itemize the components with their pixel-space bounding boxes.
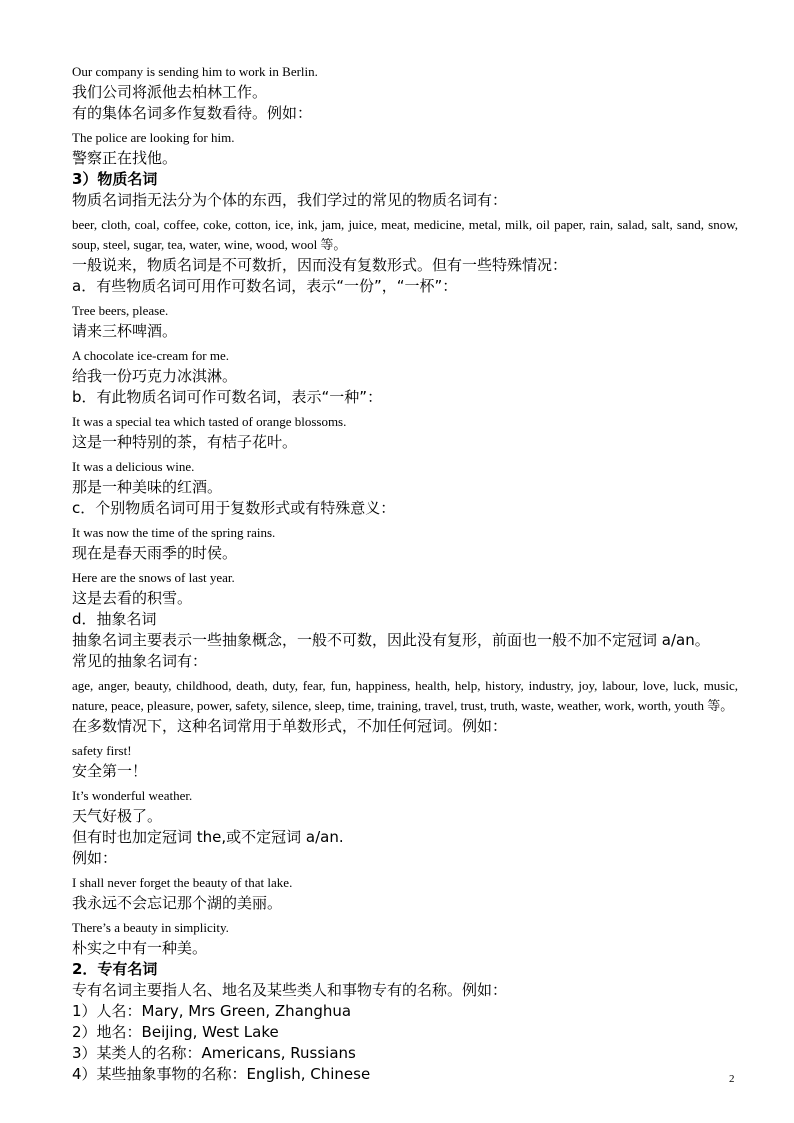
example-sentence: It was a delicious wine.: [72, 459, 195, 474]
example-sentence: The police are looking for him.: [72, 130, 235, 145]
subsection-item: b．有此物质名词可作可数名词，表示“一种”：: [72, 388, 383, 406]
example-sentence: I shall never forget the beauty of that lake.: [72, 875, 293, 890]
example-sentence: It was a special tea which tasted of orange blossoms.: [72, 414, 347, 429]
paragraph: 抽象名词主要表示一些抽象概念，一般不可数，因此没有复形，前面也一般不加不定冠词 a/an。: [72, 631, 710, 649]
document-body: [72, 62, 738, 1085]
section-heading: 3）物质名词: [72, 170, 158, 188]
example-sentence: Tree beers, please.: [72, 303, 169, 318]
example-sentence: safety first!: [72, 743, 132, 758]
example-sentence: There’s a beauty in simplicity.: [72, 920, 229, 935]
example-sentence: A chocolate ice-cream for me.: [72, 348, 229, 363]
word-list: beer, cloth, coal, coffee, coke, cotton, ice, ink, jam, juice, meat, medicine, metal, milk, oil paper, rain, salad, salt, sand, snow, soup, steel, sugar, tea, water, wine, wood, wool 等。: [72, 217, 738, 252]
translation: 天气好极了。: [72, 807, 163, 825]
list-item: 3）某类人的名称：Americans, Russians: [72, 1044, 356, 1062]
subsection-item: a．有些物质名词可用作可数名词，表示“一份”，“一杯”：: [72, 277, 458, 295]
word-list: age, anger, beauty, childhood, death, duty, fear, fun, happiness, health, help, history, industry, joy, labour, love, luck, music, nature, peace, pleasure, power, safety, silence, sleep, time, training, travel, trust, truth, waste, weather, work, worth, youth 等。: [72, 678, 738, 713]
list-item: 4）某些抽象事物的名称：English, Chinese: [72, 1065, 371, 1083]
subsection-item: d．抽象名词: [72, 610, 157, 628]
example-sentence: It was now the time of the spring rains.: [72, 525, 276, 540]
translation: 那是一种美味的红酒。: [72, 478, 223, 496]
paragraph: 但有时也加定冠词 the,或不定冠词 a/an.: [72, 828, 344, 846]
translation: 我们公司将派他去柏林工作。: [72, 83, 268, 101]
section-heading: 2．专有名词: [72, 960, 158, 978]
paragraph: 有的集体名词多作复数看待。例如：: [72, 104, 313, 122]
page-number: 2: [729, 1073, 735, 1085]
paragraph: 物质名词指无法分为个体的东西，我们学过的常见的物质名词有：: [72, 191, 508, 209]
example-sentence: Our company is sending him to work in Berlin.: [72, 64, 318, 79]
translation: 这是去看的积雪。: [72, 589, 193, 607]
paragraph: 一般说来，物质名词是不可数折，因而没有复数形式。但有一些特殊情况：: [72, 256, 568, 274]
translation: 这是一种特别的茶，有桔子花叶。: [72, 433, 298, 451]
list-item: 1）人名：Mary, Mrs Green, Zhanghua: [72, 1002, 352, 1020]
translation: 我永远不会忘记那个湖的美丽。: [72, 894, 283, 912]
translation: 给我一份巧克力冰淇淋。: [72, 367, 238, 385]
translation: 警察正在找他。: [72, 149, 178, 167]
paragraph: 例如：: [72, 849, 118, 867]
paragraph: 常见的抽象名词有：: [72, 652, 208, 670]
paragraph: 专有名词主要指人名、地名及某些类人和事物专有的名称。例如：: [72, 981, 508, 999]
translation: 安全第一！: [72, 762, 148, 780]
translation: 现在是春天雨季的时侯。: [72, 544, 238, 562]
example-sentence: Here are the snows of last year.: [72, 570, 235, 585]
translation: 请来三杯啤酒。: [72, 322, 178, 340]
subsection-item: c．个别物质名词可用于复数形式或有特殊意义：: [72, 499, 396, 517]
paragraph: 在多数情况下，这种名词常用于单数形式，不加任何冠词。例如：: [72, 717, 508, 735]
list-item: 2）地名：Beijing, West Lake: [72, 1023, 279, 1041]
example-sentence: It’s wonderful weather.: [72, 788, 193, 803]
translation: 朴实之中有一种美。: [72, 939, 208, 957]
